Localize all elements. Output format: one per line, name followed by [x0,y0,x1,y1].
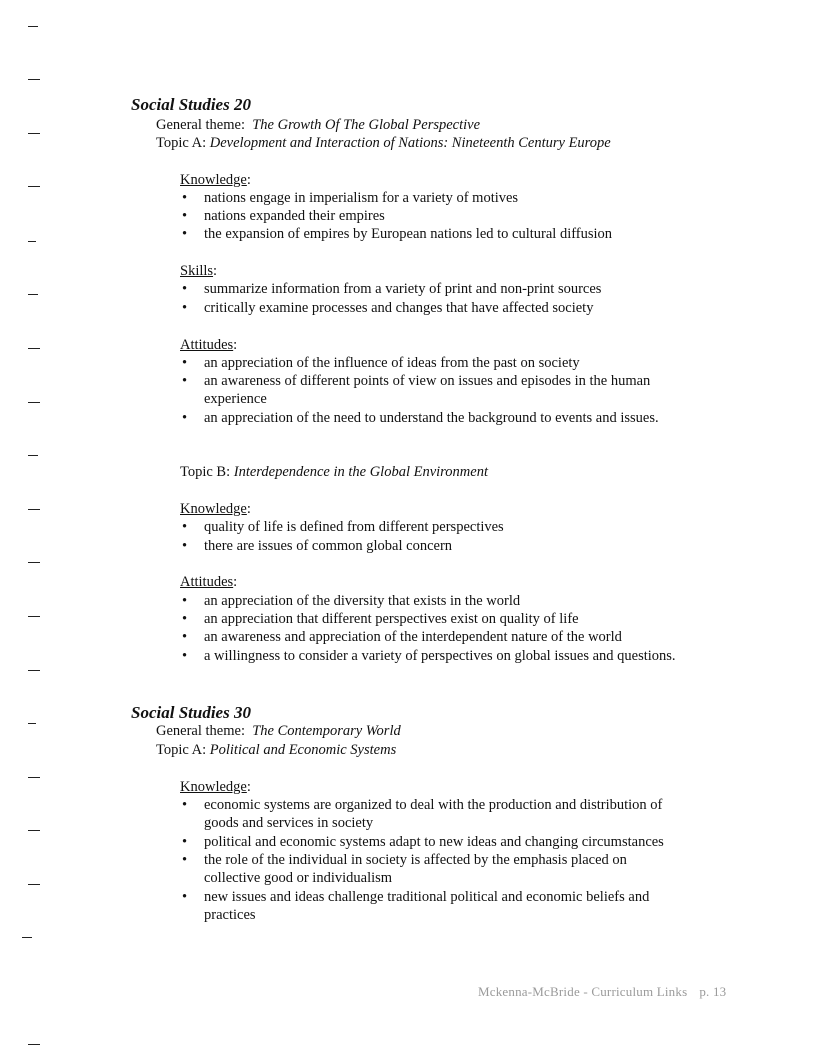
list-item: • critically examine processes and changes that have affected society [182,300,594,316]
knowledge-heading: Knowledge: [180,172,251,188]
margin-mark [28,670,40,671]
topic-a-label: Topic A: [156,742,207,758]
list-item: • nations engage in imperialism for a variety of motives [182,190,519,206]
course-title-ss20: Social Studies 20 [131,95,251,114]
page-number: p. 13 [699,984,727,999]
margin-mark [28,186,40,187]
list-item: • an appreciation that different perspectives exist on quality of life [182,611,579,627]
list-item-continuation: collective good or individualism [204,870,393,886]
list-item: • nations expanded their empires [182,208,385,224]
general-theme-label: General theme: [156,117,245,133]
list-item: • an appreciation of the diversity that exists in the world [182,593,521,609]
margin-mark [28,616,40,617]
margin-mark [28,723,36,724]
margin-mark [22,937,32,938]
list-item: • summarize information from a variety of print and non-print sources [182,281,602,297]
general-theme-value: The Contemporary World [252,723,401,739]
margin-mark [28,133,40,134]
margin-mark [28,455,38,456]
topic-a-value: Development and Interaction of Nations: Nineteenth Century Europe [209,135,611,151]
margin-mark [28,241,36,242]
list-item-continuation: goods and services in society [204,815,374,831]
general-theme-label: General theme: [156,723,245,739]
margin-mark [28,884,40,885]
topic-a-label: Topic A: [156,135,207,151]
general-theme-line [156,722,401,740]
list-item: • an appreciation of the influence of ideas from the past on society [182,355,580,371]
attitudes-heading: Attitudes: [180,337,238,353]
topic-b-line [180,463,488,481]
list-item: • political and economic systems adapt to new ideas and changing circumstances [182,834,664,850]
margin-mark [28,26,38,27]
list-item-continuation: practices [204,907,256,923]
list-item: • new issues and ideas challenge traditional political and economic beliefs and [182,889,650,905]
list-item: • a willingness to consider a variety of perspectives on global issues and questions. [182,648,676,664]
list-item: • economic systems are organized to deal with the production and distribution of [182,797,663,813]
margin-mark [28,79,40,80]
footer-text: Mckenna-McBride - Curriculum Links [478,984,688,999]
margin-mark [28,294,38,295]
topic-b-value: Interdependence in the Global Environment [233,464,488,480]
page-footer [478,984,726,1000]
list-item: • an awareness of different points of view on issues and episodes in the human [182,373,651,389]
topic-a-line [156,134,611,152]
general-theme-line [156,116,480,134]
list-item: • the role of the individual in society is affected by the emphasis placed on [182,852,627,868]
margin-mark [28,777,40,778]
general-theme-value: The Growth Of The Global Perspective [252,117,481,133]
list-item: • there are issues of common global concern [182,538,453,554]
margin-mark [28,1044,40,1045]
list-item: • quality of life is defined from different perspectives [182,519,504,535]
margin-mark [28,509,40,510]
list-item: • an appreciation of the need to understand the background to events and issues. [182,410,659,426]
skills-heading: Skills: [180,263,218,279]
list-item-continuation: experience [204,391,267,407]
course-title-ss30: Social Studies 30 [131,703,251,722]
topic-a-value: Political and Economic Systems [209,742,397,758]
margin-mark [28,562,40,563]
topic-a-line [156,741,396,759]
attitudes-heading: Attitudes: [180,574,238,590]
list-item: • the expansion of empires by European nations led to cultural diffusion [182,226,613,242]
margin-mark [28,402,40,403]
margin-mark [28,348,40,349]
topic-b-label: Topic B: [180,464,231,480]
knowledge-heading: Knowledge: [180,779,251,795]
knowledge-heading: Knowledge: [180,501,251,517]
list-item: • an awareness and appreciation of the interdependent nature of the world [182,629,622,645]
margin-mark [28,830,40,831]
